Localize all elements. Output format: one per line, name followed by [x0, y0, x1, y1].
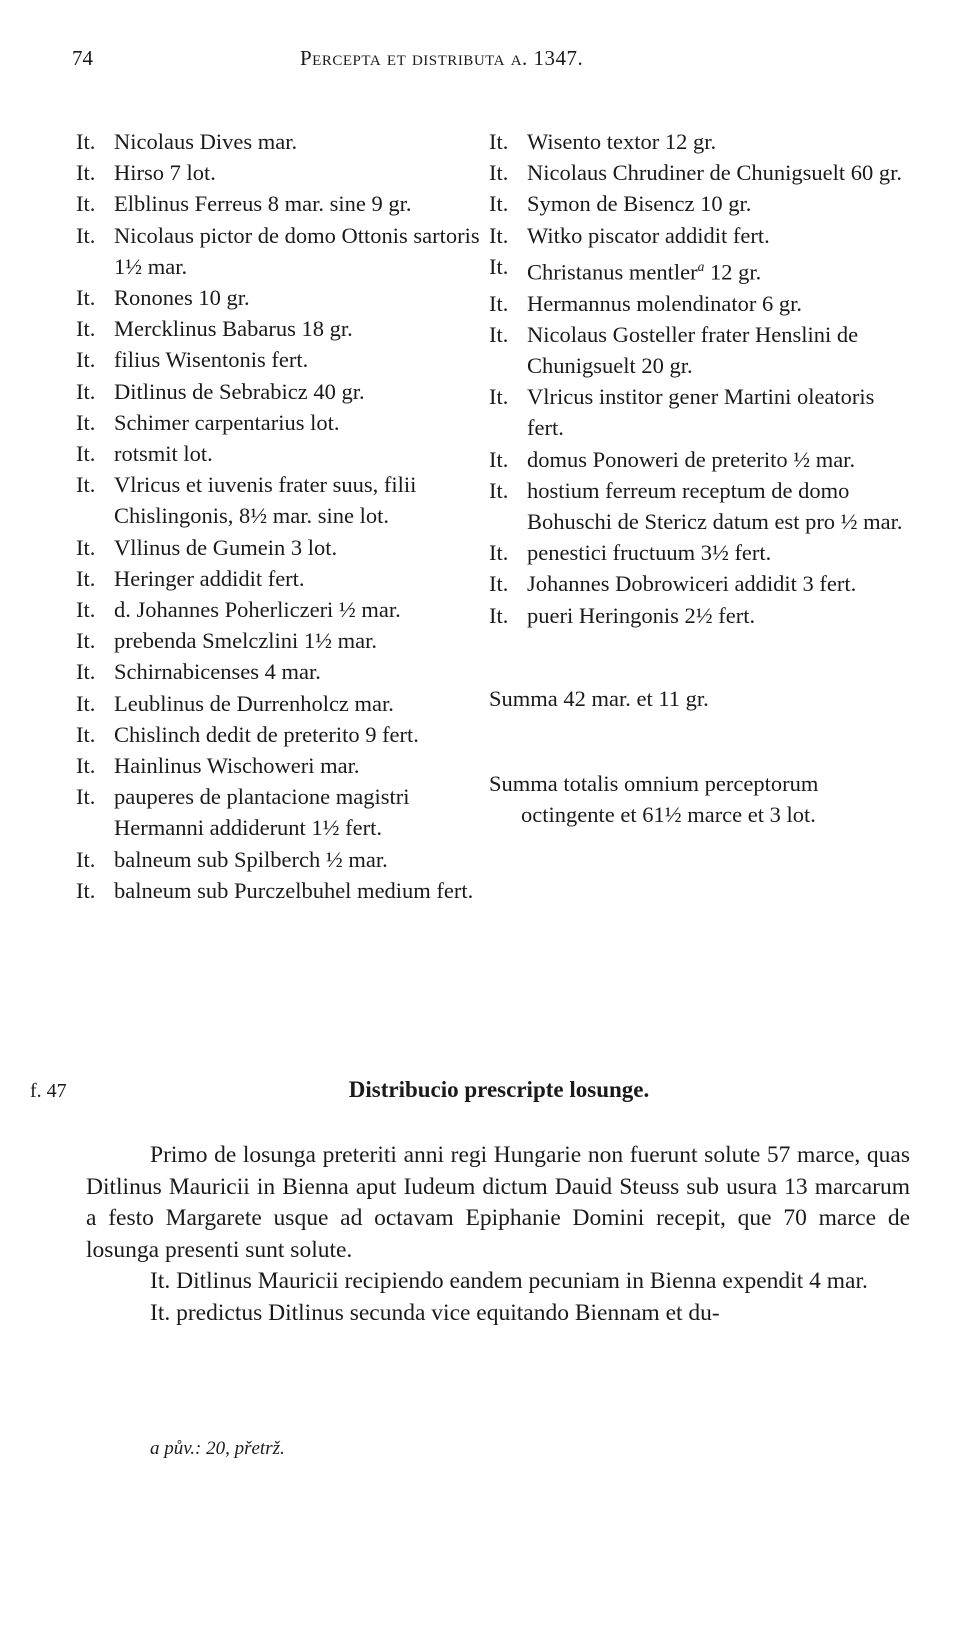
item-text: balneum sub Spilberch ½ mar.: [114, 846, 388, 872]
footnote: [150, 1438, 285, 1460]
item-text: Vlricus institor gener Martini oleatoris fert.: [527, 384, 875, 441]
item-prefix: It.: [76, 721, 96, 747]
item-prefix: It.: [489, 477, 509, 503]
paragraph: It. Ditlinus Mauricii recipiendo eandem pecuniam in Bienna expendit 4 mar.: [150, 1268, 868, 1294]
list-item: [76, 220, 481, 282]
item-text: rotsmit lot.: [114, 441, 213, 467]
item-text: Hainlinus Wischoweri mar.: [114, 753, 360, 779]
item-prefix: It.: [76, 597, 96, 623]
list-item: [76, 656, 481, 687]
item-text: Leublinus de Durrenholcz mar.: [114, 690, 394, 716]
list-item: [76, 469, 481, 531]
list-item: [76, 438, 481, 469]
item-prefix: It.: [76, 222, 96, 248]
list-item: [489, 444, 909, 475]
item-prefix: It.: [76, 565, 96, 591]
footnote-text: pův.: 20, přetrž.: [159, 1438, 285, 1459]
paragraph: Primo de losunga preteriti anni regi Hungarie non fuerunt solute 57 marce, quas Ditlinus Mauricii in Bienna aput Iudeum dictum Dauid Steuss sub usura 13 marcarum a festo Margarete usque ad octavam Epiphanie Domini recepit, que 70 marce de losunga presenti sunt solute.: [86, 1142, 910, 1263]
list-item: [76, 594, 481, 625]
item-text: Nicolaus Chrudiner de Chunigsuelt 60 gr.: [527, 160, 902, 186]
list-item: [489, 537, 909, 568]
body-text: [86, 1140, 910, 1329]
item-text: Elblinus Ferreus 8 mar. sine 9 gr.: [114, 191, 412, 217]
list-item: [76, 282, 481, 313]
item-text: Mercklinus Babarus 18 gr.: [114, 316, 353, 342]
list-item: [76, 563, 481, 594]
summa-totalis: [489, 768, 909, 830]
list-item: [76, 781, 481, 843]
list-item: [489, 157, 909, 188]
item-prefix: It.: [489, 571, 509, 597]
item-prefix: It.: [489, 222, 509, 248]
list-item: [76, 188, 481, 219]
item-prefix: It.: [76, 534, 96, 560]
item-prefix: It.: [489, 540, 509, 566]
item-prefix: It.: [489, 602, 509, 628]
summa-totalis-line: octingente et 61½ marce et 3 lot.: [521, 802, 816, 828]
item-prefix: It.: [76, 472, 96, 498]
item-text: Ronones 10 gr.: [114, 285, 250, 311]
list-item: [76, 719, 481, 750]
paragraph: It. predictus Ditlinus secunda vice equitando Biennam et du-: [150, 1299, 720, 1326]
item-text: hostium ferreum receptum de domo Bohuschi de Stericz datum est pro ½ mar.: [527, 477, 903, 534]
running-title: Percepta et distributa a. 1347.: [300, 46, 584, 70]
item-text: filius Wisentonis fert.: [114, 347, 309, 373]
item-prefix: It.: [489, 321, 509, 347]
list-item: [76, 844, 481, 875]
item-text: pauperes de plantacione magistri Hermanni addiderunt 1½ fert.: [114, 784, 410, 841]
item-prefix: It.: [76, 846, 96, 872]
item-prefix: It.: [76, 129, 96, 154]
item-prefix: It.: [489, 290, 509, 316]
item-prefix: It.: [76, 191, 96, 217]
item-prefix: It.: [76, 690, 96, 716]
item-text: Vlricus et iuvenis frater suus, filii Chislingonis, 8½ mar. sine lot.: [114, 472, 417, 529]
list-item: [76, 875, 481, 906]
item-prefix: It.: [76, 316, 96, 342]
item-text: Schirnabicenses 4 mar.: [114, 659, 321, 685]
item-text: Chislinch dedit de preterito 9 fert.: [114, 721, 419, 747]
right-column: [489, 126, 909, 830]
list-item: [76, 625, 481, 656]
item-prefix: It.: [76, 784, 96, 810]
item-prefix: It.: [76, 409, 96, 435]
item-text: Schimer carpentarius lot.: [114, 409, 340, 435]
item-text: Nicolaus pictor de domo Ottonis sartoris 1½ mar.: [114, 222, 480, 279]
item-text: pueri Heringonis 2½ fert.: [527, 602, 756, 628]
item-text: d. Johannes Poherliczeri ½ mar.: [114, 597, 401, 623]
section-title: Distribucio prescripte losunge.: [348, 1077, 650, 1102]
list-item: [489, 475, 909, 537]
item-prefix: It.: [76, 877, 96, 903]
item-text: Hirso 7 lot.: [114, 160, 216, 186]
item-text: penestici fructuum 3½ fert.: [527, 540, 772, 566]
list-item: [489, 251, 909, 288]
folio-marker: f. 47: [30, 1080, 67, 1102]
item-text: prebenda Smelczlini 1½ mar.: [114, 628, 378, 654]
item-prefix: It.: [76, 347, 96, 373]
list-item: [489, 288, 909, 319]
item-text: Ditlinus de Sebrabicz 40 gr.: [114, 378, 365, 404]
item-text: domus Ponoweri de preterito ½ mar.: [527, 446, 856, 472]
item-prefix: It.: [489, 384, 509, 410]
list-item: [76, 750, 481, 781]
list-item: [76, 407, 481, 438]
item-prefix: It.: [76, 285, 96, 311]
item-text: Witko piscator addidit fert.: [527, 222, 770, 248]
item-text: Symon de Bisencz 10 gr.: [527, 191, 752, 217]
item-text: Christanus mentler: [527, 259, 698, 285]
item-prefix: It.: [489, 129, 509, 154]
list-item: [489, 126, 909, 157]
item-text: balneum sub Purczelbuhel medium fert.: [114, 877, 474, 903]
list-item: [76, 688, 481, 719]
list-item: [489, 188, 909, 219]
list-item: [76, 126, 481, 157]
summa: Summa 42 mar. et 11 gr.: [489, 685, 709, 711]
item-text: Johannes Dobrowiceri addidit 3 fert.: [527, 571, 857, 597]
item-prefix: It.: [489, 446, 509, 472]
page-header: [0, 42, 960, 82]
list-item: [489, 600, 909, 631]
item-prefix: It.: [76, 628, 96, 654]
item-text: Wisento textor 12 gr.: [527, 129, 717, 154]
list-item: [76, 376, 481, 407]
list-item: [489, 220, 909, 251]
item-prefix: It.: [76, 160, 96, 186]
item-prefix: It.: [489, 160, 509, 186]
list-item: [489, 319, 909, 381]
item-prefix: It.: [489, 253, 509, 279]
item-text: Hermannus molendinator 6 gr.: [527, 290, 802, 316]
item-prefix: It.: [489, 191, 509, 217]
item-text: Nicolaus Gosteller frater Henslini de Chunigsuelt 20 gr.: [527, 321, 859, 378]
item-text: Heringer addidit fert.: [114, 565, 305, 591]
list-item: [76, 313, 481, 344]
list-item: [489, 568, 909, 599]
item-text: Nicolaus Dives mar.: [114, 129, 298, 154]
list-item: [76, 344, 481, 375]
summa-totalis-line: Summa totalis omnium perceptorum: [489, 770, 819, 796]
list-item: [76, 157, 481, 188]
list-item: [489, 381, 909, 443]
footnote-mark: a: [150, 1438, 160, 1459]
item-prefix: It.: [76, 753, 96, 779]
list-item: [76, 532, 481, 563]
left-column: [76, 126, 481, 906]
item-prefix: It.: [76, 659, 96, 685]
page-number: 74: [72, 46, 93, 70]
item-prefix: It.: [76, 441, 96, 467]
item-text: Vllinus de Gumein 3 lot.: [114, 534, 338, 560]
item-prefix: It.: [76, 378, 96, 404]
item-text: 12 gr.: [704, 259, 762, 285]
footnote-ref: a: [697, 258, 705, 274]
